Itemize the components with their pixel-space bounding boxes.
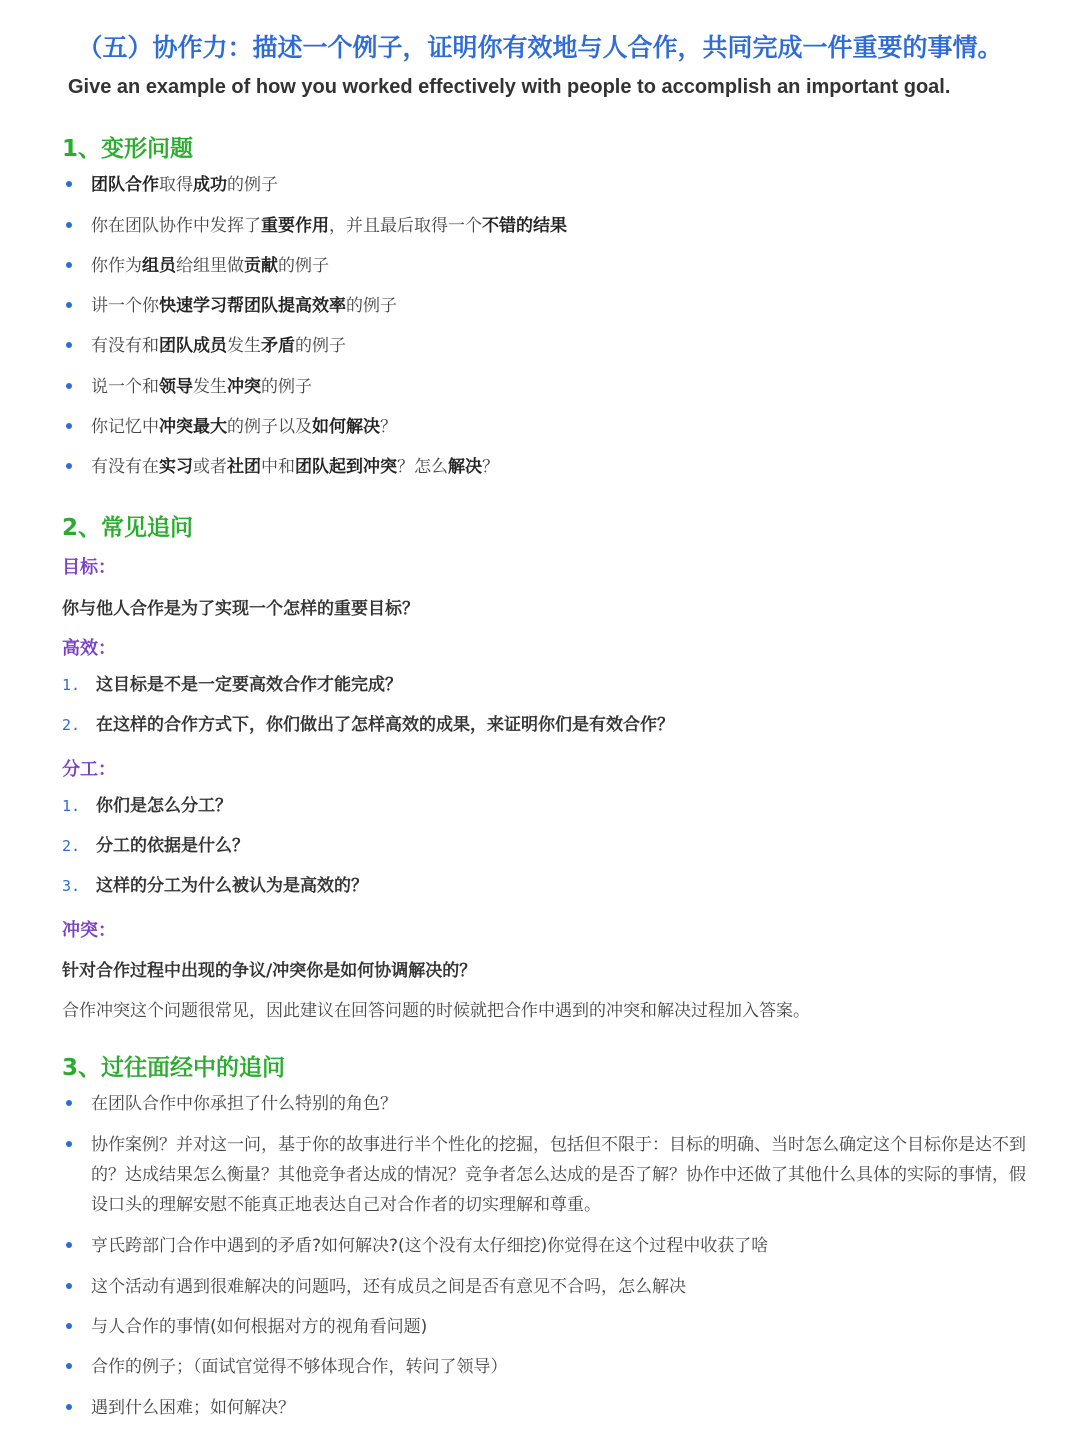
- list-item-text: [91, 331, 1032, 361]
- list-item-text: [91, 291, 1032, 321]
- emphasis-text: 贡献: [244, 256, 278, 276]
- bullet-icon: [66, 1363, 72, 1369]
- list-item: [62, 211, 1032, 241]
- list-item-text: [91, 211, 1032, 241]
- plain-text: 的例子以及: [227, 417, 312, 437]
- section-heading-variants: 1、变形问题: [62, 136, 194, 162]
- numbered-item: [62, 793, 232, 819]
- plain-text: 的例子: [227, 175, 278, 195]
- list-item-text: [91, 170, 1032, 200]
- plain-text: ？: [380, 417, 397, 437]
- item-number: 1.: [62, 676, 81, 694]
- list-item: [62, 412, 1032, 442]
- list-item-text: 合作的例子；（面试官觉得不够体现合作，转问了领导）: [91, 1357, 508, 1377]
- plain-text: 中和: [261, 457, 295, 477]
- emphasis-text: 冲突: [227, 377, 261, 397]
- bullet-icon: [66, 1323, 72, 1329]
- list-item: [62, 291, 1032, 321]
- plain-text: 讲一个你: [91, 296, 159, 316]
- page-subtitle-english: Give an example of how you worked effectively with people to accomplish an important goal.: [68, 76, 951, 98]
- item-number: 2.: [62, 837, 81, 855]
- emphasis-text: 如何解决: [312, 417, 380, 437]
- page-title: （五）协作力：描述一个例子，证明你有效地与人合作，共同完成一件重要的事情。: [77, 33, 1003, 62]
- list-item-text: 这个活动有遇到很难解决的问题吗，还有成员之间是否有意见不合吗，怎么解决: [91, 1277, 686, 1297]
- bullet-icon: [66, 222, 72, 228]
- list-item-text: [91, 452, 1032, 482]
- item-number: 1.: [62, 797, 81, 815]
- bullet-icon: [66, 181, 72, 187]
- numbered-item: [62, 712, 674, 738]
- emphasis-text: 矛盾: [261, 336, 295, 356]
- item-number: 2.: [62, 716, 81, 734]
- numbered-item: [62, 873, 368, 899]
- conflict-note: 合作冲突这个问题很常见，因此建议在回答问题的时候就把合作中遇到的冲突和解决过程加入答案。: [62, 1001, 810, 1021]
- label-goal: 目标：: [62, 557, 116, 578]
- bullet-icon: [66, 1242, 72, 1248]
- bullet-icon: [66, 302, 72, 308]
- section-heading-follow-ups: 2、常见追问: [62, 515, 194, 541]
- plain-text: 你作为: [91, 256, 142, 276]
- emphasis-text: 实习: [159, 457, 193, 477]
- plain-text: 有没有在: [91, 457, 159, 477]
- emphasis-text: 团队起到冲突: [295, 457, 397, 477]
- plain-text: 给组里做: [176, 256, 244, 276]
- numbered-item-text: 这目标是不是一定要高效合作才能完成？: [96, 675, 402, 695]
- emphasis-text: 团队合作: [91, 175, 159, 195]
- list-item-text: 遇到什么困难；如何解决？: [91, 1398, 295, 1418]
- emphasis-text: 社团: [227, 457, 261, 477]
- emphasis-text: 快速学习帮团队提高效率: [159, 296, 346, 316]
- plain-text: 说一个和: [91, 377, 159, 397]
- numbered-item-text: 在这样的合作方式下，你们做出了怎样高效的成果，来证明你们是有效合作？: [96, 715, 674, 735]
- plain-text: 有没有和: [91, 336, 159, 356]
- bullet-icon: [66, 1283, 72, 1289]
- list-item-text: 与人合作的事情(如何根据对方的视角看问题): [91, 1317, 428, 1337]
- plain-text: 的例子: [346, 296, 397, 316]
- list-item-text: [91, 412, 1032, 442]
- emphasis-text: 组员: [142, 256, 176, 276]
- plain-text: 取得: [159, 175, 193, 195]
- emphasis-text: 解决: [448, 457, 482, 477]
- bullet-icon: [66, 423, 72, 429]
- conflict-question: 针对合作过程中出现的争议/冲突你是如何协调解决的？: [62, 961, 477, 981]
- list-item: [62, 1272, 1032, 1302]
- bullet-icon: [66, 1404, 72, 1410]
- emphasis-text: 不错的结果: [482, 216, 567, 236]
- plain-text: 你在团队协作中发挥了: [91, 216, 261, 236]
- plain-text: 的例子: [261, 377, 312, 397]
- numbered-item-text: 分工的依据是什么？: [96, 836, 249, 856]
- list-item: [62, 331, 1032, 361]
- bullet-icon: [66, 463, 72, 469]
- list-item: [62, 372, 1032, 402]
- emphasis-text: 成功: [193, 175, 227, 195]
- list-item: [62, 1312, 1032, 1342]
- emphasis-text: 领导: [159, 377, 193, 397]
- section-heading-past-interviews: 3、过往面经中的追问: [62, 1055, 286, 1081]
- plain-text: ？: [482, 457, 499, 477]
- plain-text: 的例子: [295, 336, 346, 356]
- plain-text: 发生: [227, 336, 261, 356]
- bullet-icon: [66, 383, 72, 389]
- emphasis-text: 团队成员: [159, 336, 227, 356]
- list-item: [62, 1393, 1032, 1423]
- plain-text: 你记忆中: [91, 417, 159, 437]
- emphasis-text: 冲突最大: [159, 417, 227, 437]
- list-item-text: [91, 372, 1032, 402]
- label-division: 分工：: [62, 759, 116, 780]
- list-item: [62, 452, 1032, 482]
- plain-text: 发生: [193, 377, 227, 397]
- numbered-item-text: 你们是怎么分工？: [96, 796, 232, 816]
- list-item: [62, 1352, 1032, 1382]
- bullet-icon: [66, 262, 72, 268]
- numbered-item: [62, 672, 402, 698]
- list-item: [62, 1231, 1032, 1261]
- numbered-item: [62, 833, 249, 859]
- plain-text: 的例子: [278, 256, 329, 276]
- list-item: [62, 170, 1032, 200]
- goal-question: 你与他人合作是为了实现一个怎样的重要目标？: [62, 599, 419, 619]
- bullet-icon: [66, 1141, 72, 1147]
- emphasis-text: 重要作用: [261, 216, 329, 236]
- list-item: [62, 1089, 1032, 1119]
- list-item: [62, 251, 1032, 281]
- list-item-text: 在团队合作中你承担了什么特别的角色？: [91, 1094, 397, 1114]
- label-efficiency: 高效：: [62, 638, 116, 659]
- list-item-text: [91, 251, 1032, 281]
- item-number: 3.: [62, 877, 81, 895]
- list-item-text: 亨氏跨部门合作中遇到的矛盾?如何解决?(这个没有太仔细挖)你觉得在这个过程中收获了啥: [91, 1236, 769, 1256]
- bullet-icon: [66, 1100, 72, 1106]
- bullet-icon: [66, 342, 72, 348]
- list-item: [62, 1130, 1032, 1220]
- label-conflict: 冲突：: [62, 920, 116, 941]
- list-item-text: 协作案例？并对这一问，基于你的故事进行半个性化的挖掘，包括但不限于：目标的明确、当时怎么确定这个目标你是达不到的？达成结果怎么衡量？其他竞争者达成的情况？竞争者怎么达成的是否了解？协作中还做了其他什么具体的实际的事情，假设口头的理解安慰不能真正地表达自己对合作者的切实理解和尊重。: [91, 1135, 1026, 1215]
- plain-text: ，并且最后取得一个: [329, 216, 482, 236]
- plain-text: 或者: [193, 457, 227, 477]
- plain-text: ？怎么: [397, 457, 448, 477]
- numbered-item-text: 这样的分工为什么被认为是高效的？: [96, 876, 368, 896]
